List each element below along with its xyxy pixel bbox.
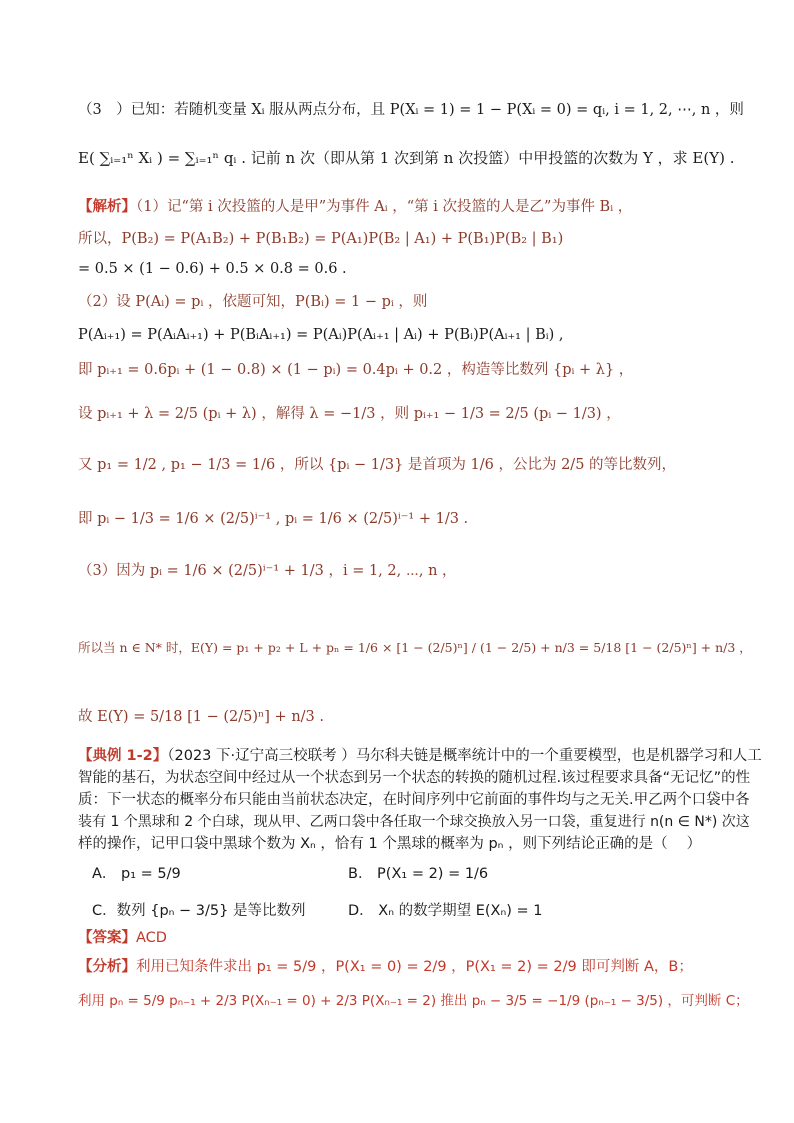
solution-tag: 【解析】 [78, 199, 136, 215]
analysis-line1 [78, 957, 693, 977]
example-line5: 样的操作，记甲口袋中黑球个数为 Xₙ ，恰有 1 个黑球的概率为 pₙ ，则下列结论正确的是（ ） [78, 836, 702, 852]
analysis-tag: 【分析】 [78, 959, 136, 975]
answer-tag: 【答案】 [78, 930, 136, 946]
option-a: A． p₁ = 5/9 [92, 866, 181, 882]
solution-line12: 故 E(Y) = 5/18 [1 − (2/5)ⁿ] + n/3 . [78, 709, 324, 725]
answer-value: ACD [136, 930, 167, 946]
question-part3-line1: （3 ）已知：若随机变量 Xᵢ 服从两点分布，且 P(Xᵢ = 1) = 1 − P(Xᵢ = 0) = qᵢ, i = 1, 2, ⋯, n ，则 [78, 102, 744, 118]
solution-line6: 即 pᵢ₊₁ = 0.6pᵢ + (1 − 0.8) × (1 − pᵢ) = 0.4pᵢ + 0.2 ，构造等比数列 {pᵢ + λ} ， [78, 362, 634, 378]
option-b: B． P(X₁ = 2) = 1/6 [348, 866, 489, 882]
answer-line [78, 928, 167, 948]
solution-line1 [78, 197, 632, 217]
solution-line11: 所以当 n ∈ N* 时，E(Y) = p₁ + p₂ + L + pₙ = 1/6 × [1 − (2/5)ⁿ] / (1 − 2/5) + n/3 = 5/18 [1 − (2/5)ⁿ] + n/3 ， [78, 640, 752, 655]
analysis-text-1: 利用已知条件求出 p₁ = 5/9 ，P(X₁ = 0) = 2/9 ，P(X₁ = 2) = 2/9 即可判断 A，B； [136, 959, 693, 975]
solution-line2: 所以，P(B₂) = P(A₁B₂) + P(B₁B₂) = P(A₁)P(B₂ | A₁) + P(B₁)P(B₂ | B₁) [78, 231, 564, 247]
example-line1 [78, 746, 762, 766]
solution-line3: = 0.5 × (1 − 0.6) + 0.5 × 0.8 = 0.6 . [78, 261, 347, 277]
solution-line4: （2）设 P(Aᵢ) = pᵢ ，依题可知，P(Bᵢ) = 1 − pᵢ ，则 [78, 294, 428, 310]
analysis-line2: 利用 pₙ = 5/9 pₙ₋₁ + 2/3 P(Xₙ₋₁ = 0) + 2/3 P(Xₙ₋₁ = 2) 推出 pₙ − 3/5 = −1/9 (pₙ₋₁ − 3/5) ，可判断 C； [78, 993, 749, 1009]
example-text-1: （2023 下·辽宁高三校联考 ）马尔科夫链是概率统计中的一个重要模型，也是机器学习和人工 [167, 748, 762, 764]
solution-text-1: （1）记“第 i 次投篮的人是甲”为事件 Aᵢ ，“第 i 次投篮的人是乙”为事件 Bᵢ ， [136, 199, 633, 215]
option-d: D． Xₙ 的数学期望 E(Xₙ) = 1 [348, 903, 543, 919]
example-line3: 质：下一状态的概率分布只能由当前状态决定，在时间序列中它前面的事件均与之无关.甲乙两个口袋中各 [78, 792, 750, 808]
option-c: C．数列 {pₙ − 3/5} 是等比数列 [92, 903, 306, 919]
solution-line10: （3）因为 pᵢ = 1/6 × (2/5)ⁱ⁻¹ + 1/3 ，i = 1, 2, ⋯, n ， [78, 563, 457, 579]
solution-line7: 设 pᵢ₊₁ + λ = 2/5 (pᵢ + λ) ，解得 λ = −1/3 ，则 pᵢ₊₁ − 1/3 = 2/5 (pᵢ − 1/3) ， [78, 406, 621, 422]
example-line2: 智能的基石，为状态空间中经过从一个状态到另一个状态的转换的随机过程.该过程要求具备“无记忆”的性 [78, 770, 751, 786]
solution-line5: P(Aᵢ₊₁) = P(AᵢAᵢ₊₁) + P(BᵢAᵢ₊₁) = P(Aᵢ)P(Aᵢ₊₁ | Aᵢ) + P(Bᵢ)P(Aᵢ₊₁ | Bᵢ) , [78, 327, 564, 343]
solution-line8: 又 p₁ = 1/2 , p₁ − 1/3 = 1/6 ，所以 {pᵢ − 1/3} 是首项为 1/6 ，公比为 2/5 的等比数列， [78, 457, 677, 473]
question-part3-line2: E( ∑ᵢ₌₁ⁿ Xᵢ ) = ∑ᵢ₌₁ⁿ qᵢ . 记前 n 次（即从第 1 次到第 n 次投篮）中甲投篮的次数为 Y ，求 E(Y) . [78, 149, 735, 167]
solution-line9: 即 pᵢ − 1/3 = 1/6 × (2/5)ⁱ⁻¹ , pᵢ = 1/6 × (2/5)ⁱ⁻¹ + 1/3 . [78, 511, 469, 527]
example-tag: 【典例 1-2】 [78, 748, 168, 764]
example-line4: 装有 1 个黑球和 2 个白球，现从甲、乙两口袋中各任取一个球交换放入另一口袋，重复进行 n(n ∈ N*) 次这 [78, 814, 750, 830]
